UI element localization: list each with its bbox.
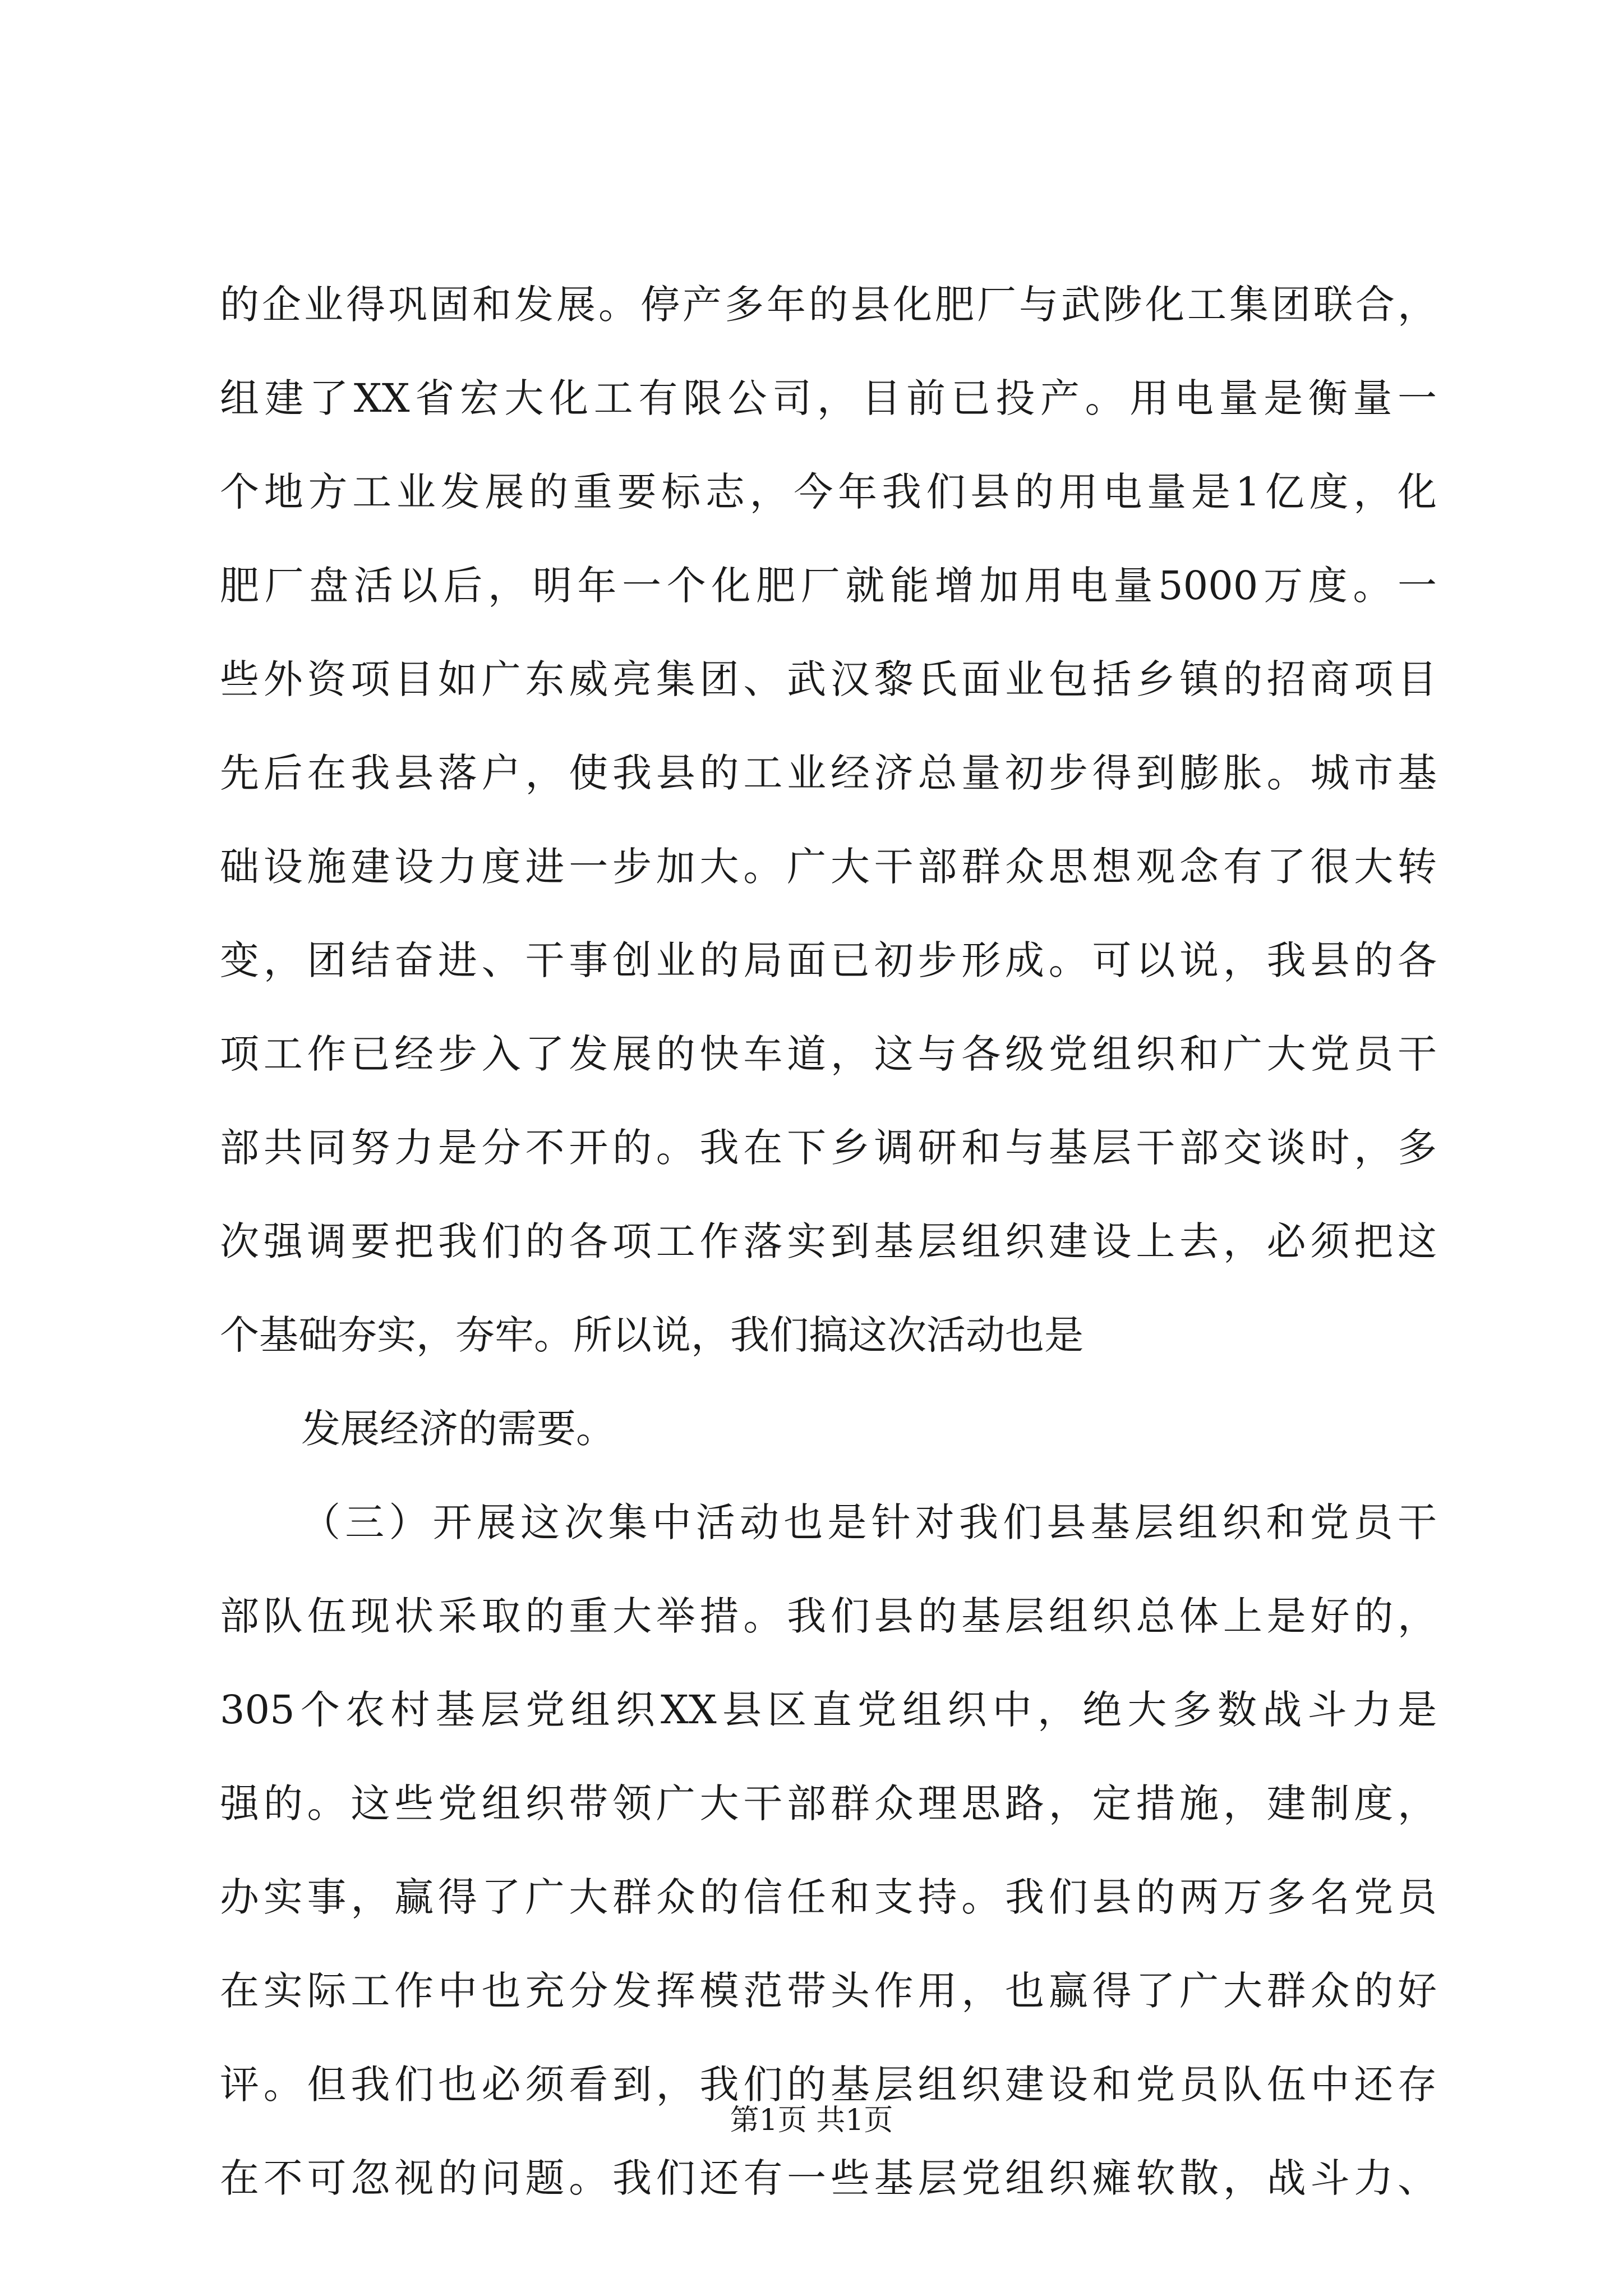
text-line: 在不可忽视的问题。我们还有一些基层党组织瘫软散，战斗力、 (220, 2155, 1437, 2201)
text-line: 发展经济的需要。 (301, 1406, 615, 1452)
text-line: 个地方工业发展的重要标志，今年我们县的用电量是1亿度，化 (220, 469, 1437, 515)
text-line: 础设施建设力度进一步加大。广大干部群众思想观念有了很大转 (220, 844, 1437, 890)
text-line: 些外资项目如广东威亮集团、武汉黎氏面业包括乡镇的招商项目 (220, 656, 1437, 702)
section-heading-line: （三）开展这次集中活动也是针对我们县基层组织和党员干 (301, 1499, 1437, 1545)
text-line: 肥厂盘活以后，明年一个化肥厂就能增加用电量5000万度。一 (220, 563, 1437, 609)
text-line: 305个农村基层党组织XX县区直党组织中，绝大多数战斗力是 (220, 1687, 1437, 1733)
text-line: 评。但我们也必须看到，我们的基层组织建设和党员队伍中还存 (220, 2062, 1437, 2108)
text-line: 强的。这些党组织带领广大干部群众理思路，定措施，建制度， (220, 1780, 1437, 1826)
text-line: 部共同努力是分不开的。我在下乡调研和与基层干部交谈时，多 (220, 1125, 1437, 1171)
text-line: 变，团结奋进、干事创业的局面已初步形成。可以说，我县的各 (220, 937, 1437, 983)
text-line: 次强调要把我们的各项工作落实到基层组织建设上去，必须把这 (220, 1218, 1437, 1264)
text-line: 先后在我县落户，使我县的工业经济总量初步得到膨胀。城市基 (220, 750, 1437, 796)
page-footer: 第1页 共1页 (730, 2104, 893, 2137)
body-text (220, 258, 1437, 2225)
text-line: 在实际工作中也充分发挥模范带头作用，也赢得了广大群众的好 (220, 1968, 1437, 2014)
text-line: 组建了XX省宏大化工有限公司，目前已投产。用电量是衡量一 (220, 375, 1437, 421)
text-line: 部队伍现状采取的重大举措。我们县的基层组织总体上是好的， (220, 1593, 1437, 1639)
text-line: 的企业得巩固和发展。停产多年的县化肥厂与武陟化工集团联合， (220, 282, 1437, 328)
text-line: 个基础夯实，夯牢。所以说，我们搞这次活动也是 (220, 1312, 1083, 1358)
text-line: 办实事，赢得了广大群众的信任和支持。我们县的两万多名党员 (220, 1874, 1437, 1920)
text-line: 项工作已经步入了发展的快车道，这与各级党组织和广大党员干 (220, 1031, 1437, 1077)
